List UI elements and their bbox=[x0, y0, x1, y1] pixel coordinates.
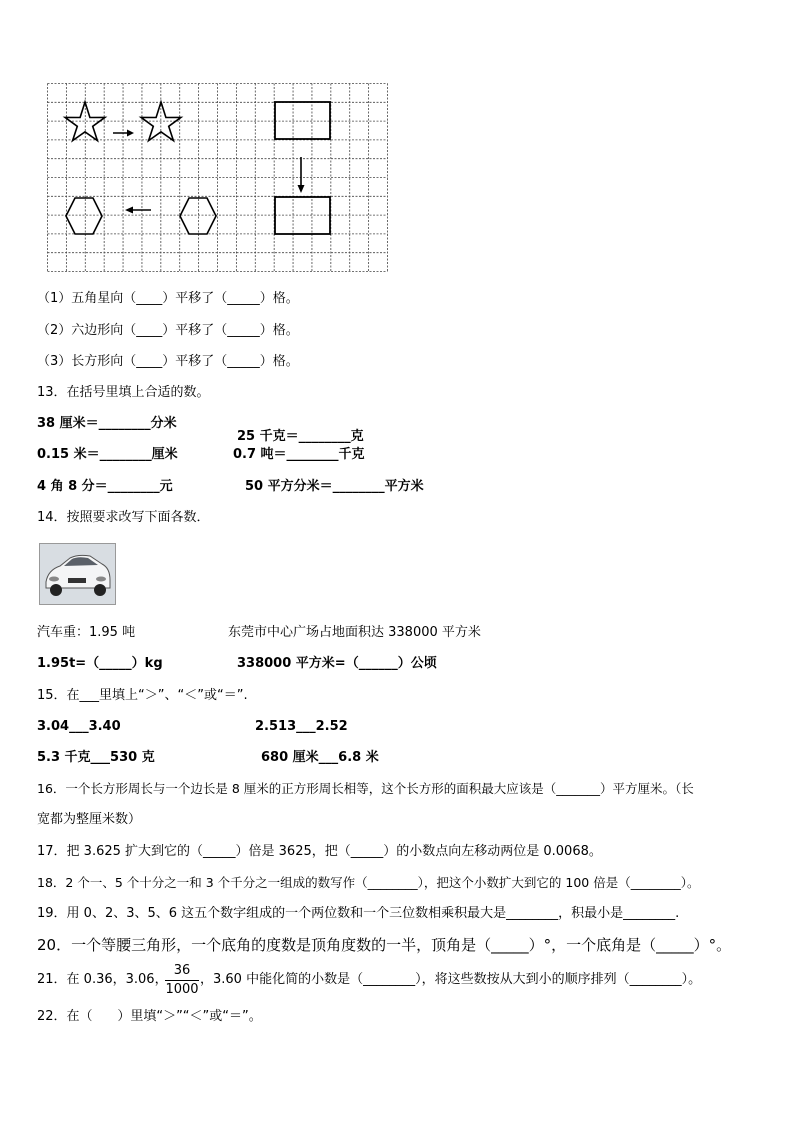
arrow-down-icon bbox=[298, 157, 305, 193]
q13-r2b: 0.7 吨＝________千克 bbox=[233, 447, 365, 462]
q21-pre: 21．在 0.36，3.06， bbox=[37, 972, 168, 987]
arrow-right-icon bbox=[113, 130, 134, 137]
q22-text: 22．在（ ）里填“＞”“＜”或“＝”。 bbox=[37, 1009, 262, 1024]
q15-c: 5.3 千克___530 克 bbox=[37, 750, 155, 765]
q14-title: 14．按照要求改写下面各数． bbox=[37, 510, 210, 525]
q14-line-1a: 汽车重：1.95 吨 bbox=[37, 625, 136, 640]
rectangle-original-icon bbox=[275, 102, 330, 139]
hexagon-moved-icon bbox=[66, 198, 102, 234]
grid-lines bbox=[48, 84, 388, 272]
q13-r1a: 38 厘米＝________分米 bbox=[37, 416, 177, 431]
q19-text: 19．用 0、2、3、5、6 这五个数字组成的一个两位数和一个三位数相乘积最大是________，积最小是________. bbox=[37, 906, 680, 921]
arrow-left-icon bbox=[125, 207, 151, 214]
q21-post: ，3.60 中能化简的小数是（________），将这些数按从大到小的顺序排列（________）。 bbox=[200, 972, 702, 987]
q14-line-1b: 东莞市中心广场占地面积达 338000 平方米 bbox=[228, 625, 481, 640]
q13-r2a: 0.15 米＝________厘米 bbox=[37, 447, 178, 462]
q13-title: 13．在括号里填上合适的数。 bbox=[37, 385, 210, 400]
q15-a: 3.04___3.40 bbox=[37, 719, 121, 734]
q16-line-2: 宽都为整厘米数） bbox=[37, 812, 142, 827]
q13-r3b: 50 平方分米＝________平方米 bbox=[245, 479, 424, 494]
q18-text: 18．2 个一、5 个十分之一和 3 个千分之一组成的数写作（________），把这个小数扩大到它的 100 倍是（________）。 bbox=[37, 875, 700, 890]
q17-text: 17．把 3.625 扩大到它的（_____）倍是 3625，把（_____）的小数点向左移动两位是 0.0068。 bbox=[37, 844, 602, 859]
q16-line-1: 16．一个长方形周长与一个边长是 8 厘米的正方形周长相等，这个长方形的面积最大应该是（_______）平方厘米。（长 bbox=[37, 781, 694, 796]
q15-title: 15．在___里填上“＞”、“＜”或“＝”. bbox=[37, 688, 248, 703]
q20-text: 20．一个等腰三角形，一个底角的度数是顶角度数的一半，顶角是（_____）°，一个底角是（_____）°。 bbox=[37, 936, 732, 954]
fraction-numerator: 36 bbox=[165, 963, 199, 981]
q14-line-2b: 338000 平方米=（______）公顷 bbox=[237, 656, 437, 671]
q12-line-1: （1）五角星向（____）平移了（_____）格。 bbox=[37, 291, 299, 306]
q21-fraction bbox=[165, 963, 199, 998]
fraction-denominator: 1000 bbox=[165, 982, 199, 997]
q13-r3a: 4 角 8 分＝________元 bbox=[37, 479, 173, 494]
q12-line-3: （3）长方形向（____）平移了（_____）格。 bbox=[37, 354, 299, 369]
translation-grid-figure bbox=[46, 82, 389, 273]
q15-b: 2.513___2.52 bbox=[255, 719, 348, 734]
q15-d: 680 厘米___6.8 米 bbox=[261, 750, 379, 765]
star-original-icon bbox=[65, 102, 105, 141]
car-photo bbox=[39, 543, 116, 605]
hexagon-original-icon bbox=[180, 198, 216, 234]
car-icon bbox=[40, 544, 115, 604]
q13-r1b: 25 千克＝________克 bbox=[237, 429, 364, 444]
q14-line-2a: 1.95t=（_____）kg bbox=[37, 656, 163, 671]
grid-svg bbox=[46, 82, 389, 273]
q12-line-2: （2）六边形向（____）平移了（_____）格。 bbox=[37, 323, 299, 338]
